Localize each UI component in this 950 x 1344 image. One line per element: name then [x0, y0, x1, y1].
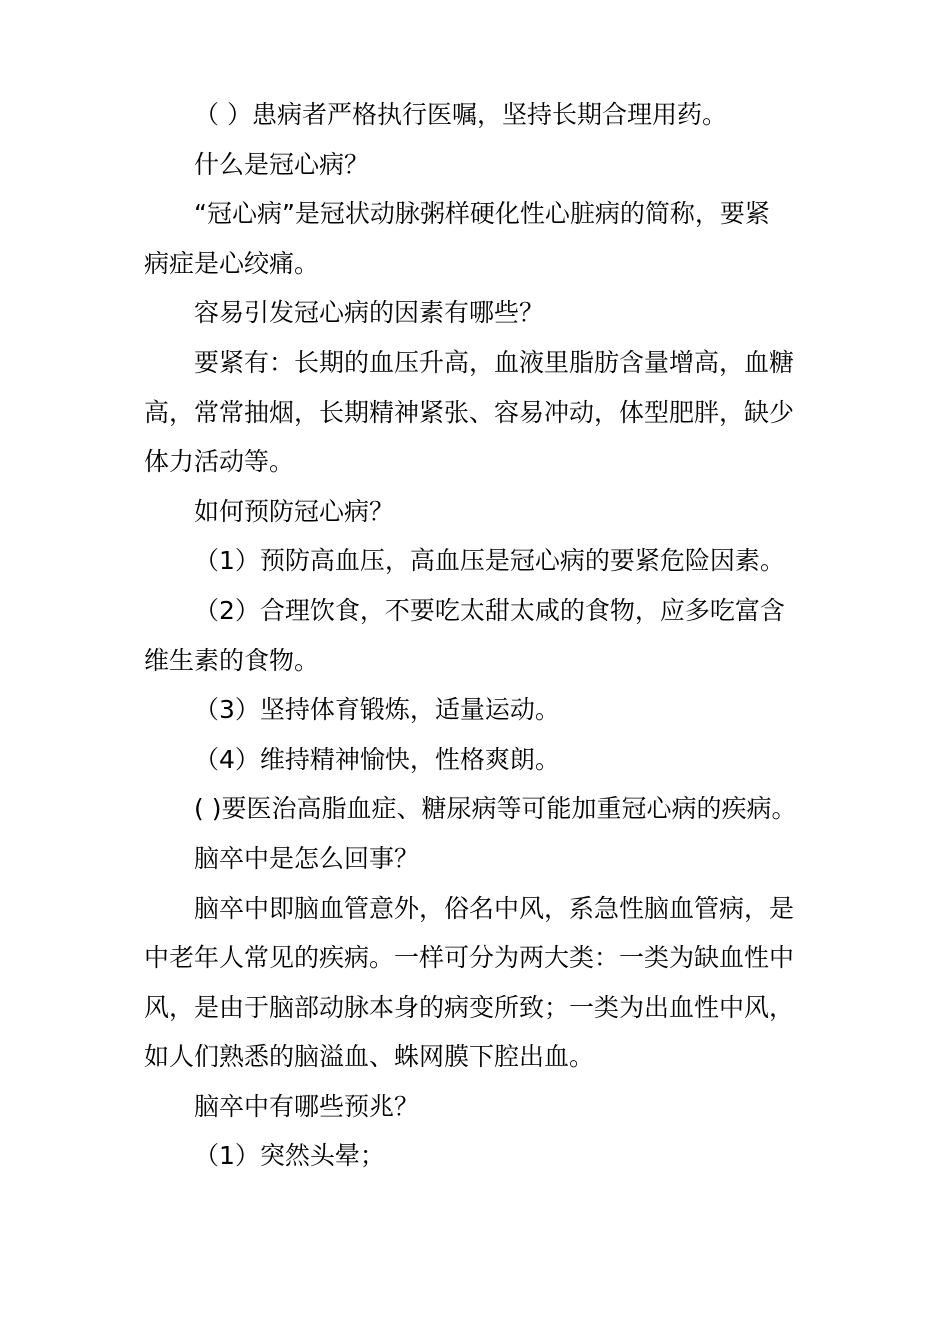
list-item: [144, 536, 808, 586]
text-line: （2）合理饮食，不要吃太甜太咸的食物，应多吃富含: [194, 595, 785, 625]
text-line: （3）坚持体育锻炼，适量运动。: [194, 695, 560, 725]
list-item: [144, 1131, 808, 1181]
heading-question: [144, 288, 808, 338]
text-line: （4）维持精神愉快，性格爽朗。: [194, 744, 560, 774]
heading-question: [144, 140, 808, 190]
list-item: [144, 685, 808, 735]
text-line: “冠心病”是冠状动脉粥样硬化性心脏病的简称，要紧: [194, 199, 770, 229]
text-line: 高，常常抽烟，长期精神紧张、容易冲动，体型肥胖，缺少: [144, 397, 795, 427]
heading-question: [144, 1082, 808, 1132]
list-item: [144, 735, 808, 785]
heading-question: [144, 834, 808, 884]
text-line: （ ）患病者严格执行医嘱，坚持长期合理用药。: [194, 100, 727, 129]
text-line: 如何预防冠心病？: [194, 496, 395, 526]
text-line: 什么是冠心病？: [194, 149, 370, 179]
paragraph: [144, 338, 808, 487]
heading-question: [144, 487, 808, 537]
text-line: 中老年人常见的疾病。一样可分为两大类：一类为缺血性中: [144, 943, 795, 973]
text-line: 维生素的食物。: [144, 645, 320, 675]
list-item: [144, 586, 808, 685]
text-line: 容易引发冠心病的因素有哪些？: [194, 298, 545, 328]
text-line: 如人们熟悉的脑溢血、蛛网膜下腔出血。: [144, 1042, 595, 1072]
text-line: 脑卒中即脑血管意外，俗名中风，系急性脑血管病，是: [194, 893, 795, 923]
text-line: 脑卒中有哪些预兆？: [194, 1091, 420, 1121]
text-line: 病症是心绞痛。: [144, 248, 320, 278]
paragraph: [144, 189, 808, 288]
text-line: 要紧有：长期的血压升高，血液里脂肪含量增高，血糖: [194, 347, 795, 377]
text-line: 脑卒中是怎么回事？: [194, 843, 420, 873]
paragraph: [144, 884, 808, 1082]
text-line: （1）突然头晕；: [194, 1141, 385, 1171]
text-line: （1）预防高血压，高血压是冠心病的要紧危险因素。: [194, 546, 785, 576]
document-body: [144, 90, 808, 1181]
text-line: 风，是由于脑部动脉本身的病变所致；一类为出血性中风，: [144, 992, 795, 1022]
text-line: 体力活动等。: [144, 447, 295, 477]
list-item: [144, 784, 808, 834]
paragraph: [144, 90, 808, 140]
text-line: ( )要医治高脂血症、糖尿病等可能加重冠心病的疾病。: [194, 794, 797, 824]
